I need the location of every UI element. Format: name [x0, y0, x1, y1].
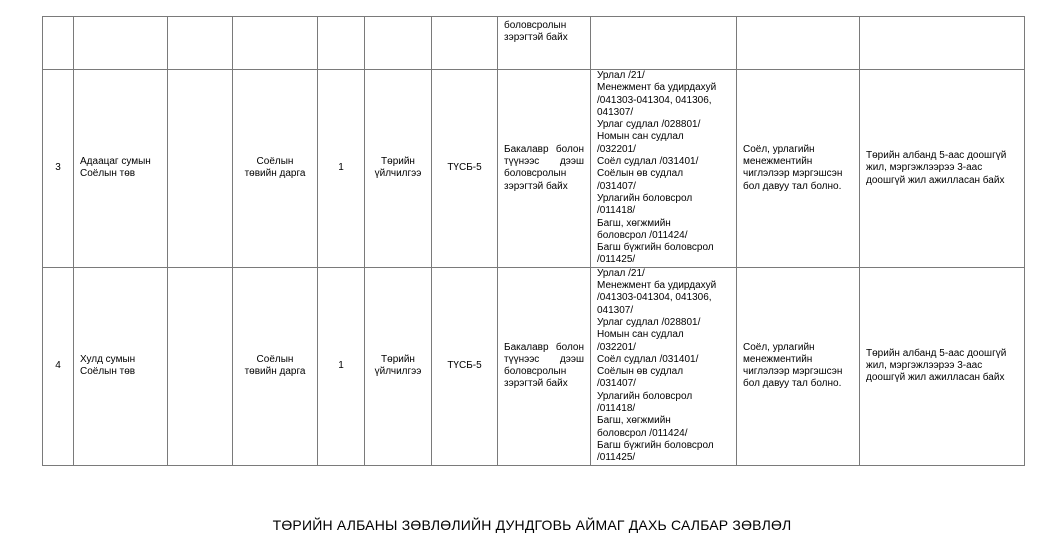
cell-count [318, 17, 365, 70]
cell-preference: Соёл, урлагийн менежментийн чиглэлээр мэргэшсэн бол давуу тал болно. [737, 267, 860, 465]
cell-education: Бакалавр болон түүнээс дээш боловсролын зэрэгтэй байх [498, 267, 591, 465]
cell-experience [860, 17, 1025, 70]
cell-unit: Адаацаг сумын Соёлын төв [74, 70, 168, 268]
cell-code [432, 17, 498, 70]
table-row [43, 17, 1025, 70]
cell-service: Төрийн үйлчилгээ [365, 267, 432, 465]
cell-specialty: Урлал /21/ Менежмент ба удирдахуй /041303-041304, 041306, 041307/ Урлаг судлал /028801/ Номын сан судлал /032201/ Соёл судлал /031401/ Соёлын өв судлал /031407/ Урлагийн боловсрол /011418/ Багш, хөгжмийн боловсрол /011424/ Багш бүжгийн боловсрол /011425/ [591, 267, 737, 465]
cell-num: 3 [43, 70, 74, 268]
cell-position [233, 17, 318, 70]
cell-num: 4 [43, 267, 74, 465]
cell-service: Төрийн үйлчилгээ [365, 70, 432, 268]
cell-experience: Төрийн албанд 5-аас доошгүй жил, мэргэжлээрээ 3-аас доошгүй жил ажилласан байх [860, 70, 1025, 268]
cell-empty [168, 267, 233, 465]
table-row [43, 70, 1025, 268]
positions-table [42, 16, 1025, 466]
cell-preference [737, 17, 860, 70]
cell-position: Соёлын төвийн дарга [233, 70, 318, 268]
cell-education: Бакалавр болон түүнээс дээш боловсролын зэрэгтэй байх [498, 70, 591, 268]
cell-code: ТҮСБ-5 [432, 70, 498, 268]
cell-specialty: Урлал /21/ Менежмент ба удирдахуй /041303-041304, 041306, 041307/ Урлаг судлал /028801/ Номын сан судлал /032201/ Соёл судлал /031401/ Соёлын өв судлал /031407/ Урлагийн боловсрол /011418/ Багш, хөгжмийн боловсрол /011424/ Багш бүжгийн боловсрол /011425/ [591, 70, 737, 268]
cell-unit: Хулд сумын Соёлын төв [74, 267, 168, 465]
cell-position: Соёлын төвийн дарга [233, 267, 318, 465]
cell-service [365, 17, 432, 70]
cell-code: ТҮСБ-5 [432, 267, 498, 465]
cell-empty [168, 70, 233, 268]
table-row [43, 267, 1025, 465]
cell-num [43, 17, 74, 70]
cell-education: боловсролын зэрэгтэй байх [498, 17, 591, 70]
cell-count: 1 [318, 267, 365, 465]
cell-specialty [591, 17, 737, 70]
cell-empty [168, 17, 233, 70]
council-title: ТӨРИЙН АЛБАНЫ ЗӨВЛӨЛИЙН ДУНДГОВЬ АЙМАГ ДАХЬ САЛБАР ЗӨВЛӨЛ [272, 517, 792, 533]
cell-count: 1 [318, 70, 365, 268]
cell-preference: Соёл, урлагийн менежментийн чиглэлээр мэргэшсэн бол давуу тал болно. [737, 70, 860, 268]
cell-unit [74, 17, 168, 70]
cell-experience: Төрийн албанд 5-аас доошгүй жил, мэргэжлээрээ 3-аас доошгүй жил ажилласан байх [860, 267, 1025, 465]
